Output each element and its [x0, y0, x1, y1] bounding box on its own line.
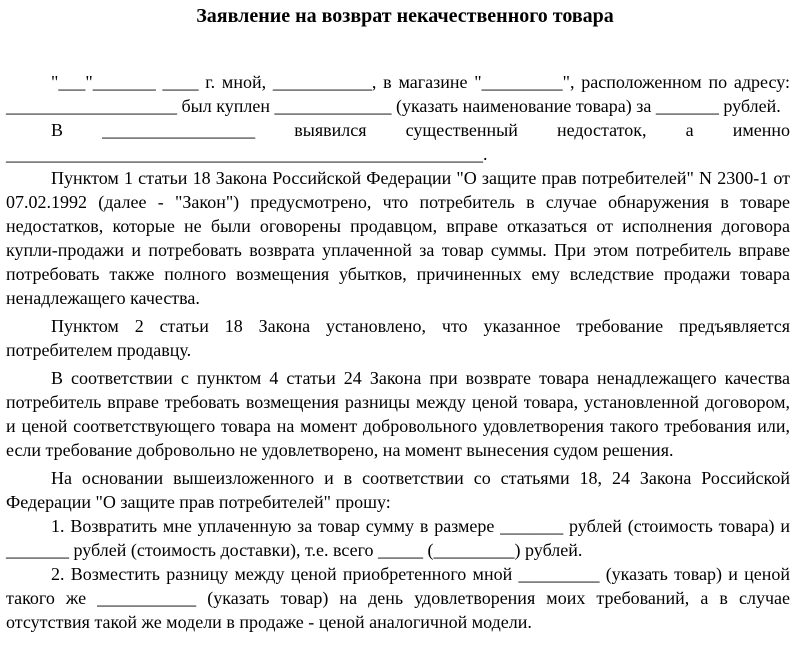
- paragraph-request-item-2: 2. Возместить разницу между ценой приобретенного мной _________ (указать товар) и ценой такого же ___________ (указать товар) на день удовлетворения моих требований, а в случае отсутствия такой же модели в продаже - ценой аналогичной модели.: [6, 564, 790, 632]
- paragraph-defect-found: В _________________ выявился существенный недостаток, а именно: [51, 120, 790, 140]
- paragraph-request-intro: На основании вышеизложенного и в соответствии со статьями 18, 24 Закона Российской Федерации "О защите прав потребителей" прошу:: [6, 468, 790, 512]
- paragraph-law-article-18-2: Пунктом 2 статьи 18 Закона установлено, что указанное требование предъявляется потребителем продавцу.: [6, 316, 790, 360]
- document-title: Заявление на возврат некачественного товара: [196, 5, 614, 27]
- document: [6, 0, 790, 634]
- paragraph-defect-blank: _____________________________________________________.: [6, 144, 488, 164]
- paragraph-law-article-24-4: В соответствии с пунктом 4 статьи 24 Закона при возврате товара ненадлежащего качества потребитель вправе требовать возмещения разницы между ценой товара, установленной договором, и ценой соответствующего товара на момент добровольного удовлетворения такого требования или, если требование добровольно не удовлетворено, на момент вынесения судом решения.: [6, 368, 790, 460]
- paragraph-law-article-18-1: Пунктом 1 статьи 18 Закона Российской Федерации "О защите прав потребителей" N 2300-1 от 07.02.1992 (далее - "Закон") предусмотрено, что потребитель в случае обнаружения в товаре недостатков, которые не были оговорены продавцом, вправе отказаться от исполнения договора купли-продажи и потребовать возврата уплаченной за товар суммы. При этом потребитель вправе потребовать также полного возмещения убытков, причиненных ему вследствие продажи товара ненадлежащего качества.: [6, 168, 790, 308]
- spacer: [6, 50, 790, 70]
- paragraph-purchase-details: "___"_______ ____ г. мной, ___________, в магазине "_________", расположенном по адресу: ___________________ был куплен _____________ (указать наименование товара) за _______ рублей.: [6, 72, 790, 116]
- paragraph-request-item-1: 1. Возвратить мне уплаченную за товар сумму в размере _______ рублей (стоимость товара) и _______ рублей (стоимость доставки), т.е. всего _____ (_________) рублей.: [6, 516, 790, 560]
